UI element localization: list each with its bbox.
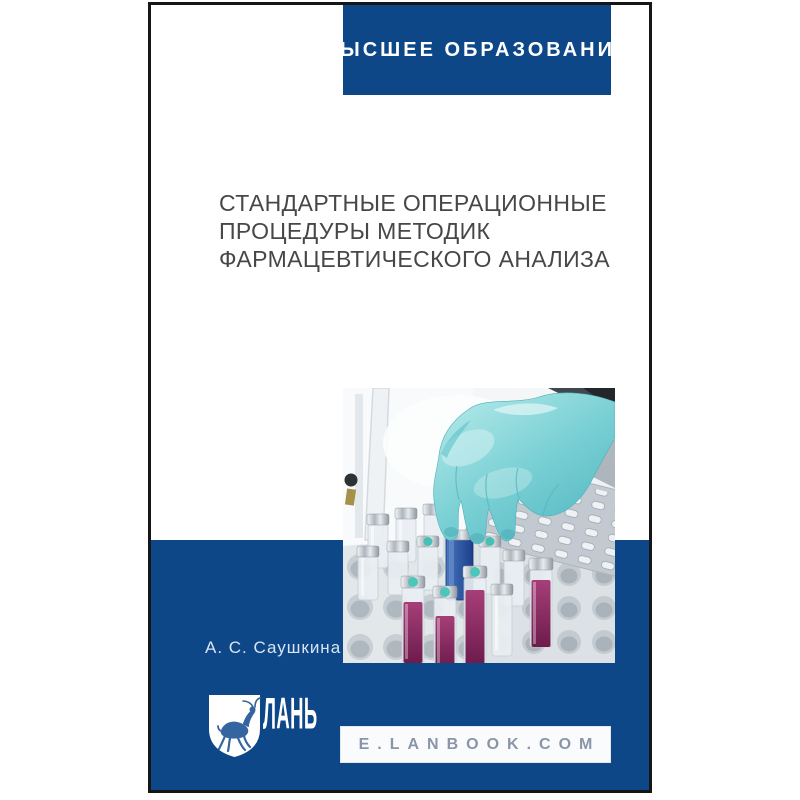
lab-photo	[343, 388, 615, 663]
title-line-1: СТАНДАРТНЫЕ ОПЕРАЦИОННЫЕ	[219, 190, 607, 216]
title-line-2: ПРОЦЕДУРЫ МЕТОДИК	[219, 218, 491, 244]
website-box	[340, 726, 611, 763]
book-title	[219, 189, 619, 273]
deer-shield-icon	[207, 693, 262, 759]
publisher-logo	[207, 693, 262, 759]
publisher-name: ЛАНЬ	[263, 688, 318, 739]
title-line-3: ФАРМАЦЕВТИЧЕСКОГО АНАЛИЗА	[219, 246, 611, 272]
author-name: А. С. Саушкина	[205, 638, 342, 657]
series-banner	[322, 5, 632, 95]
book-cover	[148, 2, 652, 793]
machine-knob	[345, 474, 358, 487]
website-url: E.LANBOOK.COM	[358, 735, 601, 753]
lab-photo-scene	[343, 388, 615, 663]
series-banner-label: ВЫСШЕЕ ОБРАЗОВАНИЕ	[322, 38, 632, 61]
